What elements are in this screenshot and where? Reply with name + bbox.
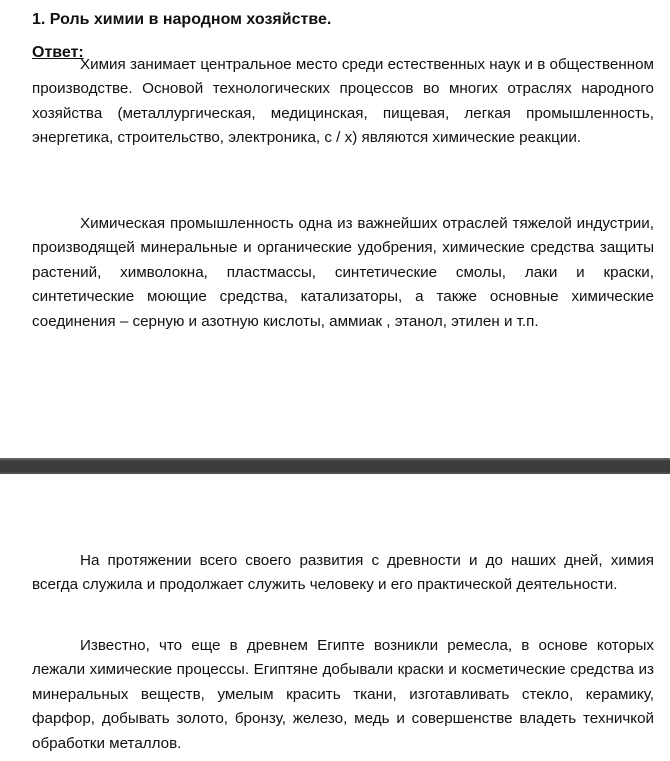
page-separator (0, 458, 670, 474)
answer-label: Ответ: (32, 44, 84, 61)
paragraph-2: Химическая промышленность одна из важнейших отраслей тяжелой индустрии, производящей минеральные и органические удобрения, химические средства защиты растений, химволокна, пластмассы, синтетические смолы, лаки и краски, синтетические моющие средства, катализаторы, а также основные химические соединения – серную и азотную кислоты, аммиак , этанол, этилен и т.п. (32, 215, 654, 330)
section-heading: 1. Роль химии в народном хозяйстве. (32, 11, 332, 28)
paragraph-1: Химия занимает центральное место среди естественных наук и в общественном производстве. Основой технологических процессов во многих отраслях народного хозяйства (металлургическая, медицинская, пищевая, легкая промышленность, энергетика, строительство, электроника, с / х) являются химические реакции. (32, 56, 654, 147)
paragraph-4: Известно, что еще в древнем Египте возникли ремесла, в основе которых лежали химические процессы. Египтяне добывали краски и косметические средства из минеральных веществ, умелым красить ткани, изготавливать стекло, керамику, фарфор, добывать золото, бронзу, железо, медь и совершенстве владеть техничкой обработки металлов. (32, 637, 654, 752)
paragraph-3: На протяжении всего своего развития с древности и до наших дней, химия всегда служила и продолжает служить человеку и его практической деятельности. (32, 552, 654, 594)
